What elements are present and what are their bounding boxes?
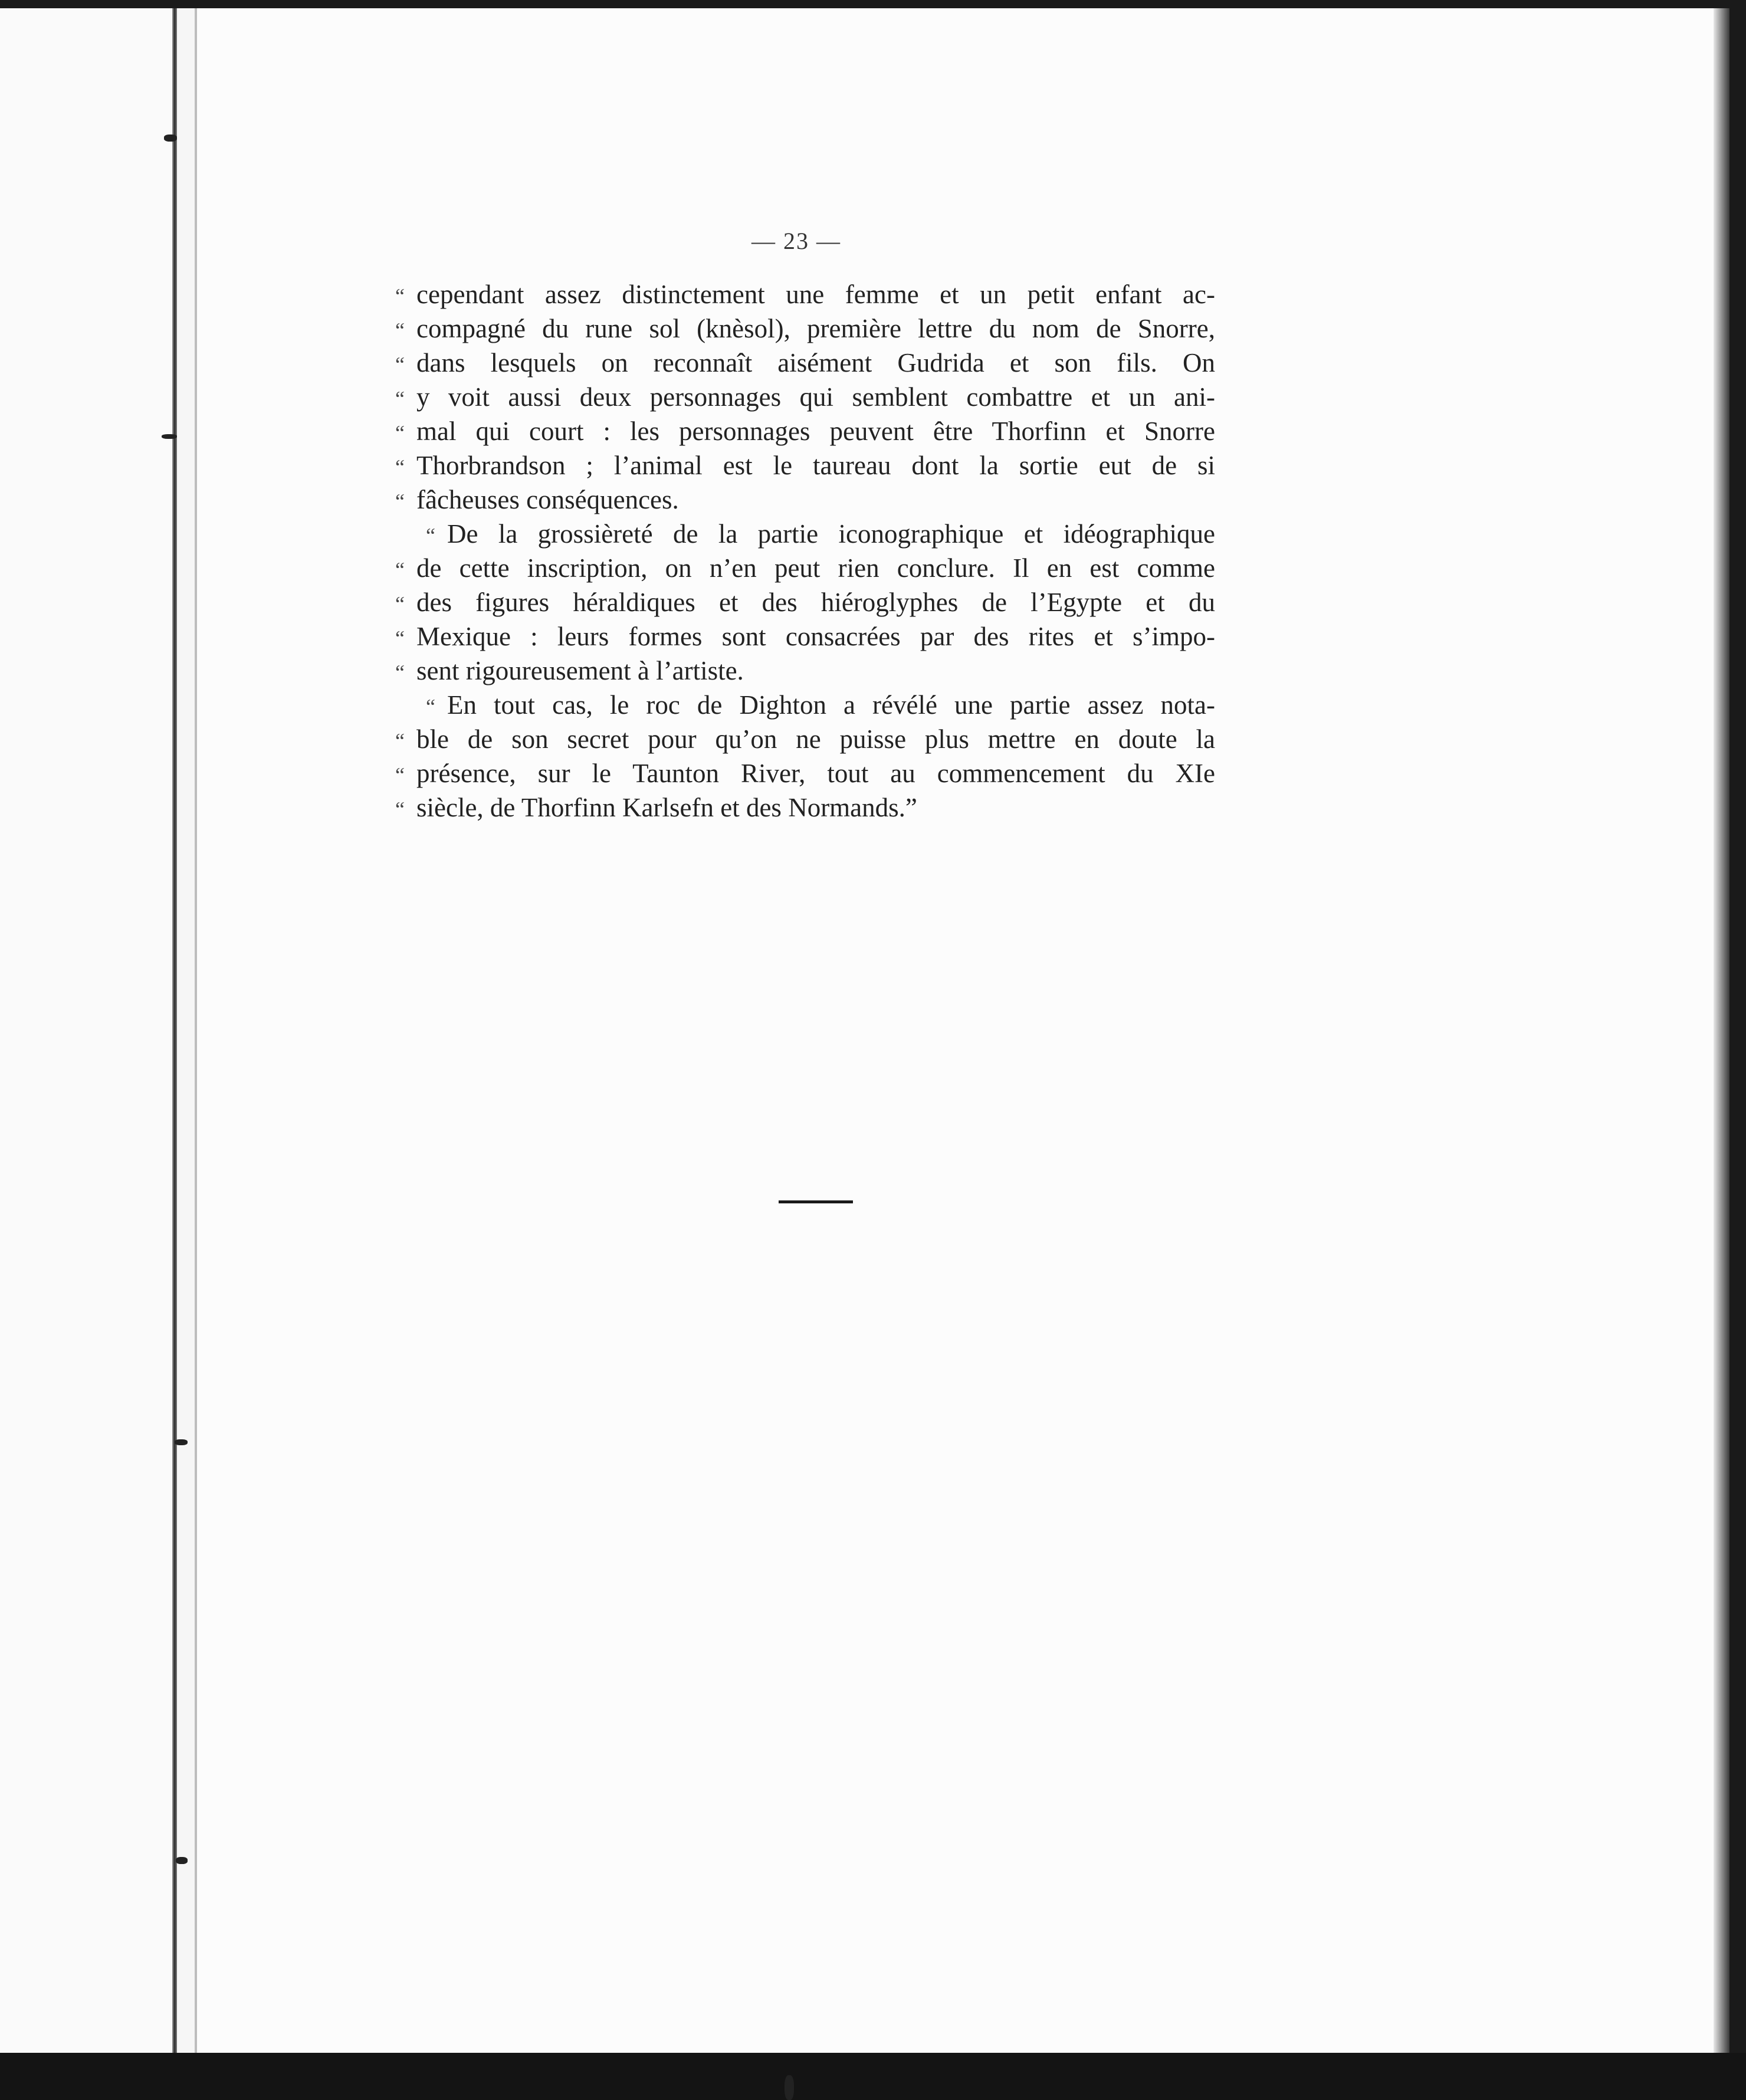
text-line: “ Thorbrandson ; l’animal est le taureau dont la sortie eut de si	[395, 448, 1215, 483]
text-line: “ siècle, de Thorfinn Karlsefn et des Normands.”	[395, 790, 1215, 825]
binding-mark	[162, 434, 177, 439]
quote-mark: “	[426, 695, 435, 718]
text-line: “ De la grossièreté de la partie iconographique et idéographique	[395, 517, 1215, 551]
section-end-rule	[779, 1200, 853, 1203]
text-line: “ des figures héraldiques et des hiéroglyphes de l’Egypte et du	[395, 585, 1215, 619]
quote-mark: “	[395, 421, 405, 445]
quote-mark: “	[395, 763, 405, 787]
text-line: “ fâcheuses conséquences.	[395, 483, 1215, 517]
scan-border-bottom	[0, 2053, 1746, 2100]
page-gutter	[172, 8, 177, 2053]
quote-mark: “	[395, 729, 405, 753]
scan-border-right	[1729, 0, 1746, 2100]
binding-mark	[164, 134, 177, 142]
quote-mark: “	[395, 387, 405, 411]
text-line: “ Mexique : leurs formes sont consacrées par des rites et s’impo-	[395, 619, 1215, 654]
quote-mark: “	[395, 661, 405, 684]
quote-mark: “	[395, 798, 405, 821]
text-line: “ compagné du rune sol (knèsol), première lettre du nom de Snorre,	[395, 311, 1215, 346]
binding-mark	[176, 1857, 188, 1864]
quote-mark: “	[395, 490, 405, 513]
quote-mark: “	[395, 592, 405, 616]
quote-mark: “	[395, 319, 405, 342]
text-line: “ présence, sur le Taunton River, tout au commencement du XIe	[395, 756, 1215, 790]
text-line: “ mal qui court : les personnages peuvent être Thorfinn et Snorre	[395, 414, 1215, 448]
text-line: “ ble de son secret pour qu’on ne puisse plus mettre en doute la	[395, 722, 1215, 756]
text-line: “ de cette inscription, on n’en peut rien conclure. Il en est comme	[395, 551, 1215, 585]
quote-mark: “	[426, 524, 435, 547]
binding-mark	[175, 1439, 188, 1445]
page-number: — 23 —	[751, 228, 841, 254]
binding-mark	[785, 2075, 794, 2100]
scan-border-top	[0, 0, 1746, 8]
quote-mark: “	[395, 558, 405, 582]
page-right-edge	[1714, 8, 1729, 2053]
text-line: “ sent rigoureusement à l’artiste.	[395, 654, 1215, 688]
quote-mark: “	[395, 353, 405, 376]
text-line: “ y voit aussi deux personnages qui semblent combattre et un ani-	[395, 380, 1215, 414]
quote-mark: “	[395, 284, 405, 308]
quote-mark: “	[395, 626, 405, 650]
quote-mark: “	[395, 455, 405, 479]
text-line: “ En tout cas, le roc de Dighton a révélé une partie assez nota-	[395, 688, 1215, 722]
text-line: “ dans lesquels on reconnaît aisément Gudrida et son fils. On	[395, 346, 1215, 380]
text-line: “ cependant assez distinctement une femme et un petit enfant ac-	[395, 277, 1215, 311]
body-text	[395, 277, 1215, 825]
left-page-flap	[0, 8, 177, 2053]
